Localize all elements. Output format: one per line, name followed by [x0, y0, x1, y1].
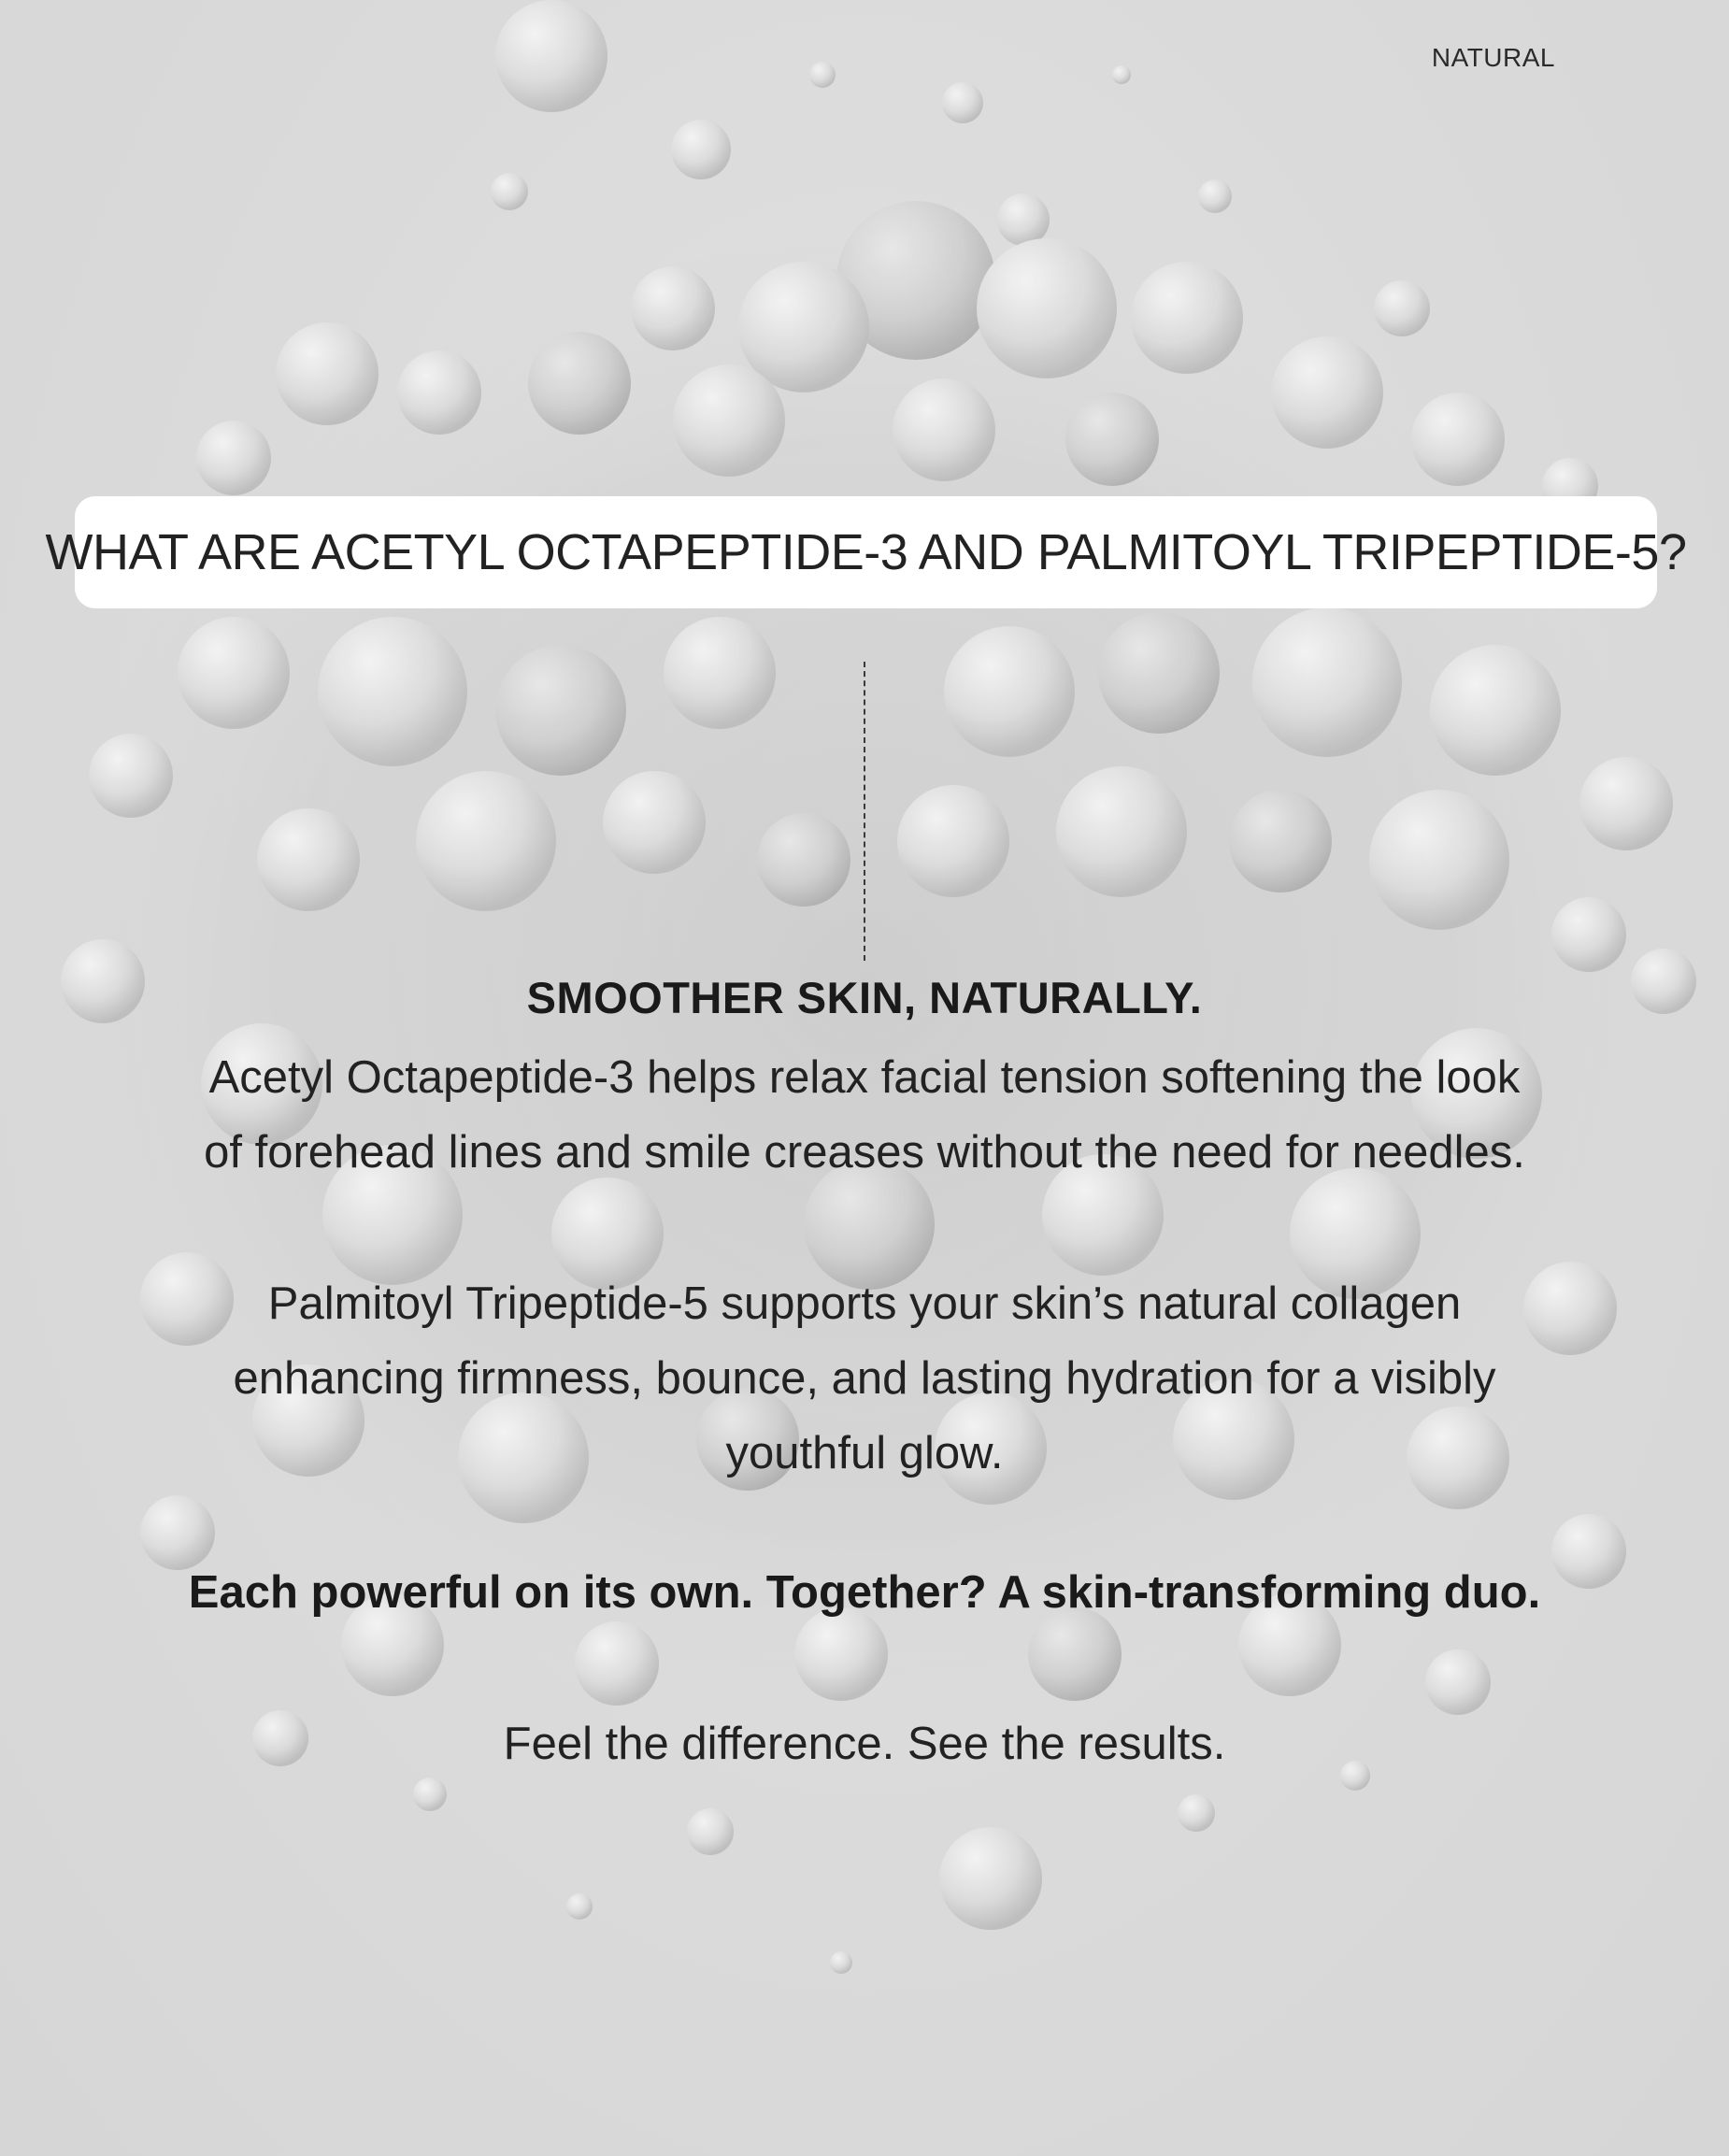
tagline: Each powerful on its own. Together? A skin-transforming duo. [188, 1567, 1541, 1618]
paragraph-line: of forehead lines and smile creases without the need for needles. [204, 1127, 1525, 1178]
question-heading: WHAT ARE ACETYL OCTAPEPTIDE-3 AND PALMITOYL TRIPEPTIDE-5? [45, 524, 1687, 580]
closing-line: Feel the difference. See the results. [503, 1719, 1226, 1769]
paragraph-line: Palmitoyl Tripeptide-5 supports your skin’s natural collagen [267, 1278, 1462, 1329]
paragraph-line: enhancing firmness, bounce, and lasting hydration for a visibly [233, 1353, 1496, 1404]
paragraph-line: Acetyl Octapeptide-3 helps relax facial tension softening the look [208, 1052, 1521, 1103]
question-card [45, 496, 1687, 608]
dashed-divider [864, 662, 865, 961]
headline: SMOOTHER SKIN, NATURALLY. [526, 973, 1203, 1022]
paragraph-line: youthful glow. [725, 1428, 1004, 1478]
paragraph-acetyl [112, 1040, 1617, 1190]
brand-label: NATURAL [1431, 43, 1555, 72]
paragraph-palmitoyl [112, 1266, 1617, 1491]
